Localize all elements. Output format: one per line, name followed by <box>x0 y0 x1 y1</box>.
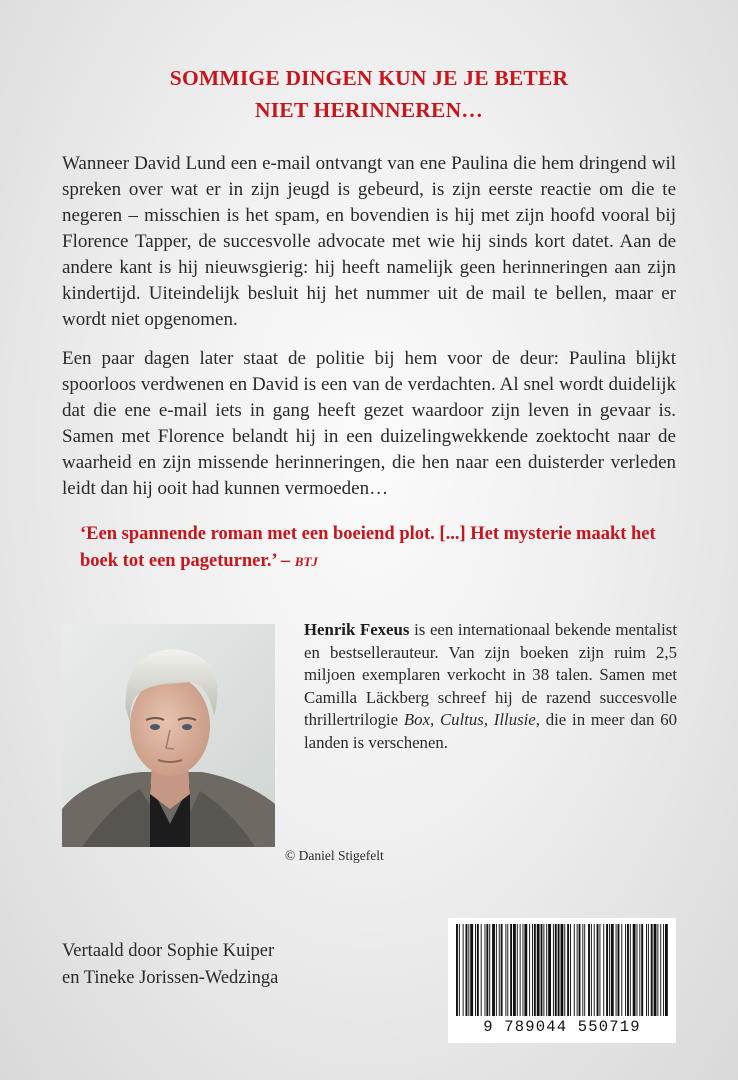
blurb-paragraph-2: Een paar dagen later staat de politie bij hem voor de deur: Paulina blijkt spoorloos verdwenen en David is een van de verdachten. Al snel wordt duidelijk dat die ene e-mail iets in gang heeft gezet waardoor zijn leven in gevaar is. Samen met Florence belandt hij in een duizelingwekkende zoektocht naar de waarheid en zijn missende herinneringen, die hen naar een duisterder verleden leidt dan hij ooit had kunnen vermoeden… <box>62 348 676 499</box>
barcode-bar <box>564 924 565 1016</box>
barcode-bar <box>470 924 473 1016</box>
barcode-bar <box>627 924 629 1016</box>
barcode-bar <box>651 924 653 1016</box>
author-portrait-illustration <box>62 624 275 847</box>
barcode-bar <box>611 924 614 1016</box>
barcode-bar <box>477 924 479 1016</box>
barcode-bar <box>594 924 595 1016</box>
headline-line-2: NIET HERINNEREN… <box>254 98 483 122</box>
barcode-bars <box>454 924 670 1016</box>
photo-credit: © Daniel Stigefelt <box>285 848 384 863</box>
barcode-bar <box>534 924 536 1016</box>
barcode-bar <box>570 924 571 1016</box>
blurb-paragraph-1: Wanneer David Lund een e-mail ontvangt van ene Paulina die hem dringend wil spreken over wat er in zijn jeugd is gebeurd, is zijn eerste reactie om die te negeren – misschien is het spam, en bovendien is hij met zijn hoofd vooral bij Florence Tapper, de succesvolle advocate met wie hij sinds kort datet. Aan de andere kant is hij nieuwsgierig: hij heeft namelijk geen herinneringen aan zijn kindertijd. Uiteindelijk besluit hij het nummer uit de mail te bellen, maar er wordt niet opgenomen. <box>62 153 676 330</box>
barcode-bar <box>466 924 468 1016</box>
barcode-bar <box>505 924 506 1016</box>
barcode-bar <box>537 924 540 1016</box>
barcode-bar <box>510 924 512 1016</box>
barcode-bar <box>459 924 460 1016</box>
headline-line-1: SOMMIGE DINGEN KUN JE JE BETER <box>169 66 569 90</box>
barcode-bar <box>529 924 530 1016</box>
barcode-bar <box>665 924 668 1016</box>
translators-credit <box>62 938 278 992</box>
author-photo <box>62 624 275 847</box>
barcode-bar <box>489 924 490 1016</box>
barcode-bar <box>561 924 564 1016</box>
barcode-bar <box>558 924 560 1016</box>
headline <box>0 62 738 126</box>
barcode-bar <box>657 924 658 1016</box>
barcode-bar <box>546 924 547 1016</box>
barcode-bar <box>463 924 464 1016</box>
barcode-bar <box>609 924 610 1016</box>
barcode-bar <box>456 924 458 1016</box>
barcode-bar <box>507 924 508 1016</box>
barcode-bar <box>532 924 533 1016</box>
barcode-bar <box>603 924 604 1016</box>
barcode-bar <box>492 924 495 1016</box>
barcode-bar <box>541 924 543 1016</box>
barcode-bar <box>637 924 638 1016</box>
barcode-bar <box>591 924 592 1016</box>
barcode-bar <box>555 924 557 1016</box>
barcode-bar <box>648 924 649 1016</box>
barcode-bar <box>520 924 521 1016</box>
barcode-bar <box>486 924 488 1016</box>
barcode-bar <box>517 924 518 1016</box>
barcode-bar <box>468 924 469 1016</box>
barcode-bar <box>646 924 647 1016</box>
isbn-number: 9 789044 550719 <box>483 1018 641 1036</box>
barcode-bar <box>577 924 578 1016</box>
barcode-bar <box>523 924 524 1016</box>
barcode-bar <box>616 924 617 1016</box>
translators-line-1: Vertaald door Sophie Kuiper <box>62 941 275 961</box>
barcode-bar <box>501 924 503 1016</box>
barcode-bar <box>630 924 631 1016</box>
review-quote <box>80 521 660 575</box>
barcode-bar <box>513 924 516 1016</box>
barcode-bar <box>553 924 554 1016</box>
barcode-bar <box>597 924 599 1016</box>
review-source: BTJ <box>294 554 318 569</box>
barcode-bar <box>663 924 664 1016</box>
barcode-bar <box>654 924 657 1016</box>
barcode-bar <box>618 924 620 1016</box>
review-text: ‘Een spannende roman met een boeiend plot. [...] Het mysterie maakt het boek tot een pageturner.’ <box>80 524 656 571</box>
barcode-bar <box>475 924 476 1016</box>
barcode-bar <box>588 924 590 1016</box>
barcode-bar <box>548 924 551 1016</box>
author-bio-part-1: is een internationaal bekende mentalist en bestsellerauteur. Van zijn boeken zijn ruim 2,5 miljoen exemplaren verkocht in 38 talen. Samen met Camilla Läckberg schreef hij de razend succesvolle thrillertrilogie <box>304 620 678 729</box>
barcode-bar <box>599 924 600 1016</box>
barcode-bar <box>639 924 640 1016</box>
barcode-bar <box>496 924 497 1016</box>
barcode-bar <box>481 924 482 1016</box>
author-bio-part-2: , die in meer dan 60 landen is verschenen. <box>304 710 677 752</box>
isbn-barcode <box>448 918 676 1043</box>
author-name: Henrik Fexeus <box>304 620 410 639</box>
barcode-bar <box>582 924 583 1016</box>
translators-line-2: en Tineke Jorissen-Wedzinga <box>62 968 279 988</box>
barcode-bar <box>485 924 486 1016</box>
barcode-bar <box>641 924 643 1016</box>
barcode-bar <box>660 924 661 1016</box>
barcode-bar <box>584 924 585 1016</box>
barcode-bar <box>633 924 636 1016</box>
review-dash: – <box>276 551 295 571</box>
trilogy-titles: Box, Cultus, Illusie <box>403 710 536 729</box>
barcode-bar <box>567 924 569 1016</box>
barcode-bar <box>625 924 626 1016</box>
barcode-bar <box>579 924 581 1016</box>
barcode-bar <box>621 924 622 1016</box>
barcode-bar <box>574 924 575 1016</box>
barcode-bar <box>606 924 608 1016</box>
author-bio <box>304 619 677 754</box>
barcode-bar <box>543 924 544 1016</box>
barcode-bar <box>524 924 527 1016</box>
barcode-bar <box>499 924 500 1016</box>
